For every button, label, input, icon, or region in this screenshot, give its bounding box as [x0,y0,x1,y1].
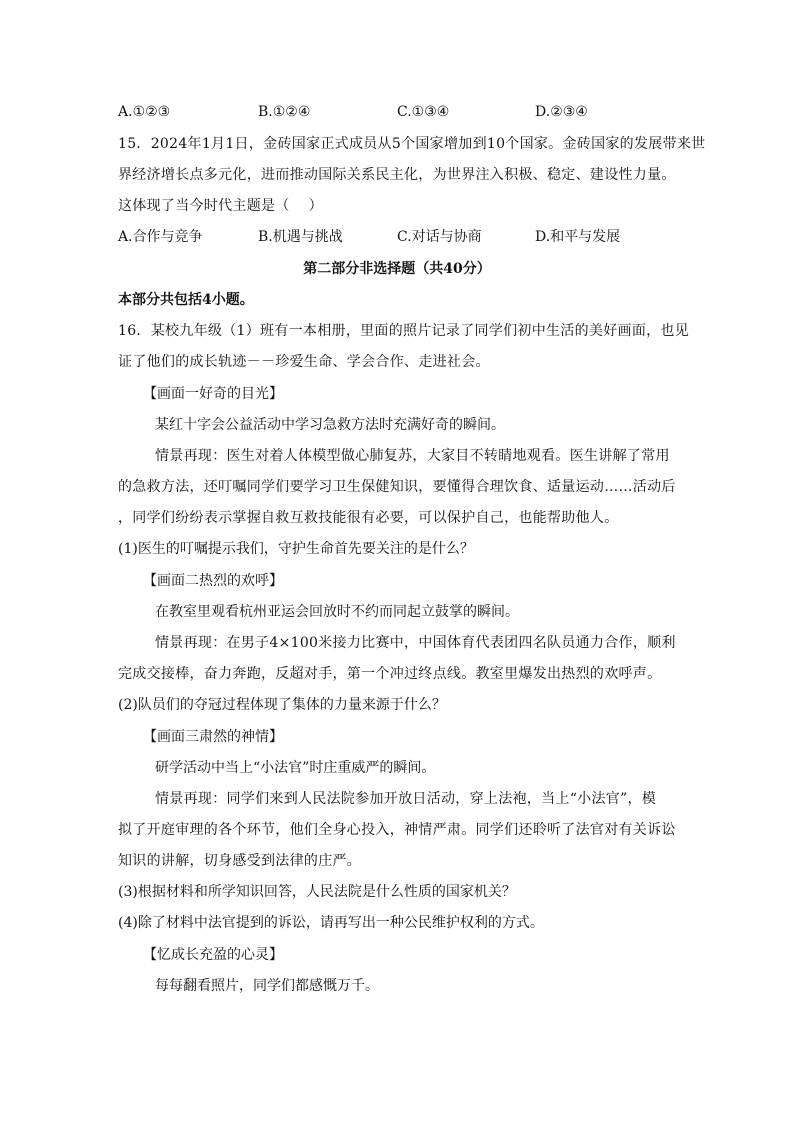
scene1-title: 【画面一好奇的目光】 [143,386,283,402]
q14-option-b: B.①②④ [258,104,311,120]
q14-option-a: A.①②③ [118,104,171,120]
scene2-desc: 在教室里观看杭州亚运会回放时不约而同起立鼓掌的瞬间。 [155,604,519,620]
scene3-text-3: 知识的讲解，切身感受到法律的庄严。 [118,853,362,869]
q15-option-c: C.对话与协商 [397,229,482,245]
q15-line-3: 这体现了当今时代主题是（ ） [118,198,323,214]
scene3-text-1: 情景再现：同学们来到人民法院参加开放日活动，穿上法袍，当上“小法官”，模 [155,791,657,807]
scene3-question-4: (4)除了材料中法官提到的诉讼，请再写出一种公民维护权利的方式。 [118,915,544,931]
q15-line-1: 15．2024年1月1日，金砖国家正式成员从5个国家增加到10个国家。金砖国家的发展带来世 [118,136,706,152]
q15-option-d: D.和平与发展 [535,229,621,245]
scene4-title: 【忆成长充盈的心灵】 [143,947,283,963]
scene1-text-3: ，同学们纷纷表示掌握自救互救技能很有必要，可以保护自己，也能帮助他人。 [118,510,619,526]
q16-intro-line-1: 16．某校九年级（1）班有一本相册，里面的照片记录了同学们初中生活的美好画面，也见 [118,323,690,339]
scene3-title: 【画面三肃然的神情】 [143,729,283,745]
scene2-title: 【画面二热烈的欢呼】 [143,573,283,589]
part2-note: 本部分共包括4小题。 [118,292,254,308]
q16-intro-line-2: 证了他们的成长轨迹－－珍爱生命、学会合作、走进社会。 [118,354,490,370]
q15-option-a: A.合作与竞争 [118,229,203,245]
scene3-text-2: 拟了开庭审理的各个环节，他们全身心投入，神情严肃。同学们还聆听了法官对有关诉讼 [118,822,676,838]
q15-option-b: B.机遇与挑战 [258,229,343,245]
scene1-desc: 某红十字会公益活动中学习急救方法时充满好奇的瞬间。 [155,417,505,433]
q14-option-d: D.②③④ [535,104,588,120]
scene2-text-1: 情景再现：在男子4×100米接力比赛中，中国体育代表团四名队员通力合作，顺利 [155,635,676,651]
scene3-desc: 研学活动中当上“小法官”时庄重威严的瞬间。 [155,760,436,776]
q15-line-2: 界经济增长点多元化，进而推动国际关系民主化，为世界注入积极、稳定、建设性力量。 [118,167,676,183]
scene2-question: (2)队员们的夺冠过程体现了集体的力量来源于什么？ [118,697,446,713]
part2-title: 第二部分非选择题（共40分） [303,261,491,277]
scene1-text-2: 的急救方法，还叮嘱同学们要学习卫生保健知识，要懂得合理饮食、适量运动……活动后 [118,479,676,495]
q14-option-c: C.①③④ [397,104,450,120]
scene1-text-1: 情景再现：医生对着人体模型做心肺复苏，大家目不转睛地观看。医生讲解了常用 [155,448,670,464]
scene2-text-2: 完成交接棒，奋力奔跑，反超对手，第一个冲过终点线。教室里爆发出热烈的欢呼声。 [118,666,662,682]
scene1-question: (1)医生的叮嘱提示我们，守护生命首先要关注的是什么？ [118,541,474,557]
scene4-desc: 每每翻看照片，同学们都感慨万千。 [155,978,379,994]
scene3-question-3: (3)根据材料和所学知识回答，人民法院是什么性质的国家机关？ [118,884,516,900]
